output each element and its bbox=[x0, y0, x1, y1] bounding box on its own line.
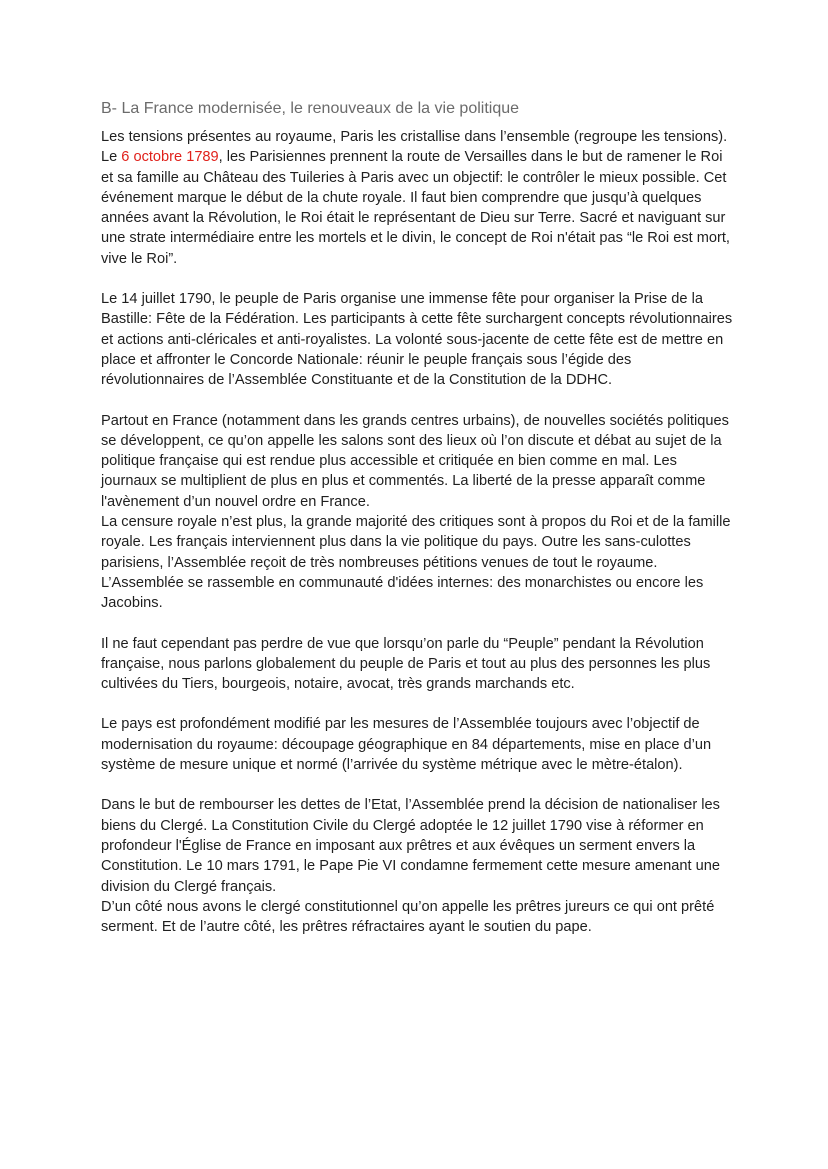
paragraph-political-societies: Partout en France (notamment dans les grands centres urbains), de nouvelles sociétés politiques se développent, ce qu’on appelle les salons sont des lieux où l’on discute et débat au sujet de la politique française qui est rendue plus accessible et critiquée en bien comme en mal. Les journaux se multiplient de plus en plus et commentés. La liberté de la presse apparaît comme l'avènement d’un nouvel ordre en France. bbox=[101, 412, 729, 510]
paragraph-modernisation: Le pays est profondément modifié par les mesures de l’Assemblée toujours avec l’objectif de modernisation du royaume: découpage géographique en 84 départements, mise en place d’un système de mesure unique et normé (l’arrivée du système métrique avec le mètre-étalon). bbox=[101, 716, 712, 774]
paragraph-text: , les Parisiennes prennent la route de Versailles dans le but de ramener le Roi et sa famille au Château des Tuileries à Paris avec un objectif: le contrôler le mieux possible. Cet événement marque le début de la chute royale. Il faut bien comprendre que jusqu’à quelques années avant la Révolution, le Roi était le représentant de Dieu sur Terre. Sacré et naviguant sur une strate intermédiaire entre les mortels et le divin, le concept de Roi n'était pas “le Roi est mort, vive le Roi”. bbox=[101, 149, 730, 267]
paragraph-october-march bbox=[101, 127, 733, 269]
paragraph-federation: Le 14 juillet 1790, le peuple de Paris organise une immense fête pour organiser la Prise de la Bastille: Fête de la Fédération. Les participants à cette fête surchargent concepts révolutionnaires et actions anti-cléricales et anti-royalistes. La volonté sous-jacente de cette fête est de mettre en place et affronter le Concorde Nationale: réunir le peuple français sous l’égide des révolutionnaires de l’Assemblée Constituante et de la Constitution de la DDHC. bbox=[101, 291, 733, 389]
paragraph-people-definition: Il ne faut cependant pas perdre de vue que lorsqu’on parle du “Peuple” pendant la Révolution française, nous parlons globalement du peuple de Paris et tout au plus des personnes les plus cultivées du Tiers, bourgeois, notaire, avocat, très grands marchands etc. bbox=[101, 635, 711, 693]
document-page bbox=[101, 98, 733, 957]
paragraph-royal-censorship: La censure royale n’est plus, la grande majorité des critiques sont à propos du Roi et de la famille royale. Les français interviennent plus dans la vie politique du pays. Outre les sans-culottes parisiens, l’Assemblée reçoit de très nombreuses pétitions venues de tout le royaume. L’Assemblée se rassemble en communauté d'idées internes: des monarchistes ou encore les Jacobins. bbox=[101, 514, 731, 612]
paragraph-clergy-constitution: Dans le but de rembourser les dettes de l’Etat, l’Assemblée prend la décision de nationaliser les biens du Clergé. La Constitution Civile du Clergé adoptée le 12 juillet 1790 vise à réformer en profondeur l'Église de France en imposant aux prêtres et aux évêques un serment envers la Constitution. Le 10 mars 1791, le Pape Pie VI condamne fermement cette mesure amenant une division du Clergé français. bbox=[101, 797, 720, 895]
paragraph-text: Les tensions présentes au royaume, Paris les cristallise dans l’ensemble (regroupe les tensions). Le bbox=[101, 129, 728, 166]
highlighted-date: 6 octobre 1789 bbox=[121, 149, 219, 166]
section-heading: B- La France modernisée, le renouveaux de la vie politique bbox=[101, 100, 520, 117]
paragraph-clergy-division: D’un côté nous avons le clergé constitutionnel qu’on appelle les prêtres jureurs ce qui ont prêté serment. Et de l’autre côté, les prêtres réfractaires ayant le soutien du pape. bbox=[101, 898, 715, 936]
